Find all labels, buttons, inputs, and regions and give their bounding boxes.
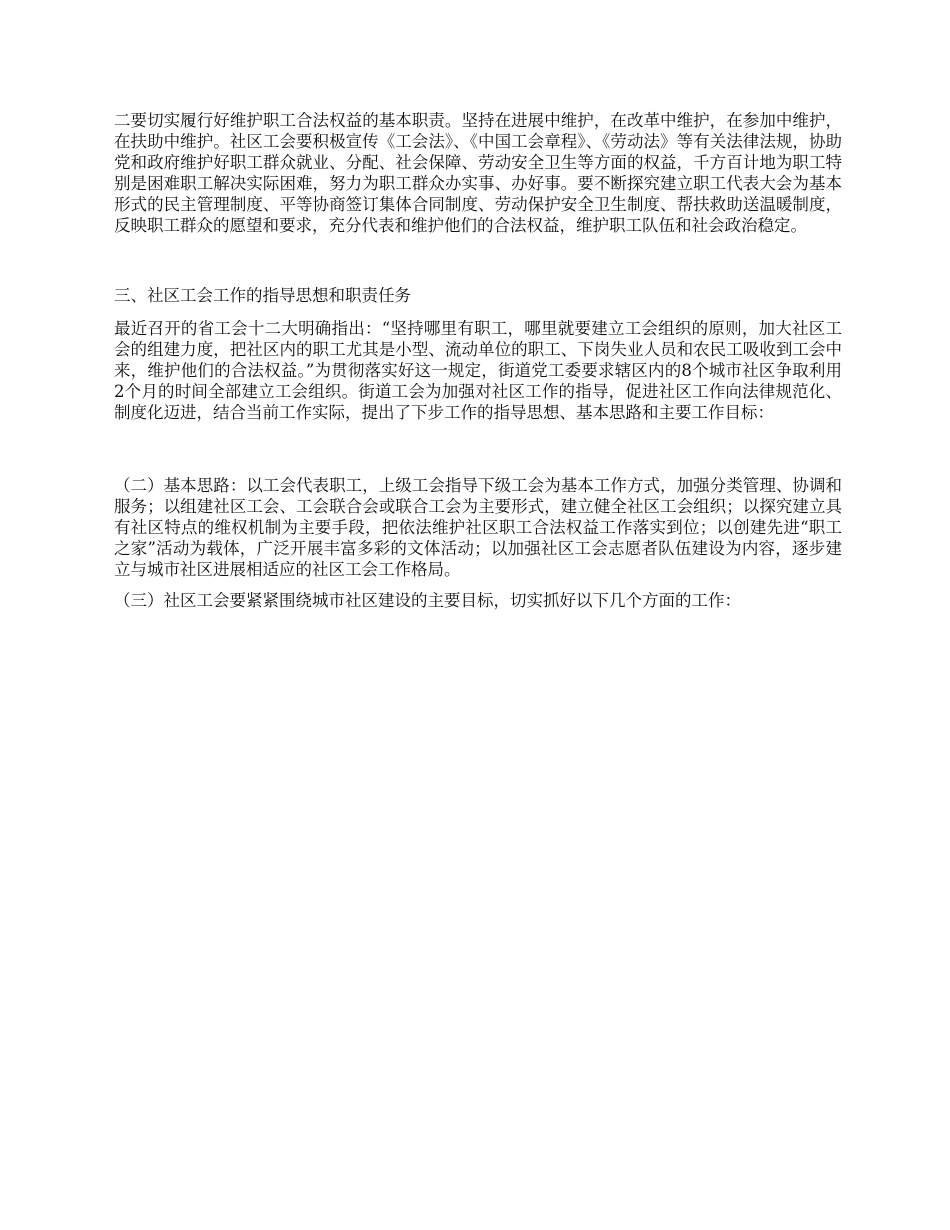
paragraph-duties: 二要切实履行好维护职工合法权益的基本职责。坚持在进展中维护，在改革中维护，在参加中维护，在扶助中维护。社区工会要积极宣传《工会法》、《中国工会章程》、《劳动法》等有关法律法规，协助党和政府维护好职工群众就业、分配、社会保障、劳动安全卫生等方面的权益，千方百计地为职工特别是困难职工解决实际困难，努力为职工群众办实事、办好事。要不断探究建立职工代表大会为基本形式的民主管理制度、平等协商签订集体合同制度、劳动保护安全卫生制度、帮扶救助送温暖制度，反映职工群众的愿望和要求，充分代表和维护他们的合法权益，维护职工队伍和社会政治稳定。 (114, 111, 842, 235)
paragraph-guiding-ideas: 最近召开的省工会十二大明确指出：“坚持哪里有职工，哪里就要建立工会组织的原则，加大社区工会的组建力度，把社区内的职工尤其是小型、流动单位的职工、下岗失业人员和农民工吸收到工会中来，维护他们的合法权益。”为贯彻落实好这一规定，街道党工委要求辖区内的8个城市社区争取利用2个月的时间全部建立工会组织。街道工会为加强对社区工作的指导，促进社区工作向法律规范化、制度化迈进，结合当前工作实际，提出了下步工作的指导思想、基本思路和主要工作目标： (114, 319, 842, 422)
paragraph-basic-approach: （二）基本思路：以工会代表职工，上级工会指导下级工会为基本工作方式，加强分类管理、协调和服务；以组建社区工会、工会联合会或联合工会为主要形式，建立健全社区工会组织；以探究建立具有社区特点的维权机制为主要手段，把依法维护社区职工合法权益工作落实到位；以创建先进“职工之家”活动为载体，广泛开展丰富多彩的文体活动；以加强社区工会志愿者队伍建设为内容，逐步建立与城市社区进展相适应的社区工会工作格局。 (114, 476, 842, 579)
section-heading: 三、社区工会工作的指导思想和职责任务 (114, 286, 411, 305)
paragraph-main-goals: （三）社区工会要紧紧围绕城市社区建设的主要目标，切实抓好以下几个方面的工作： (114, 591, 741, 610)
document-page (114, 110, 842, 611)
